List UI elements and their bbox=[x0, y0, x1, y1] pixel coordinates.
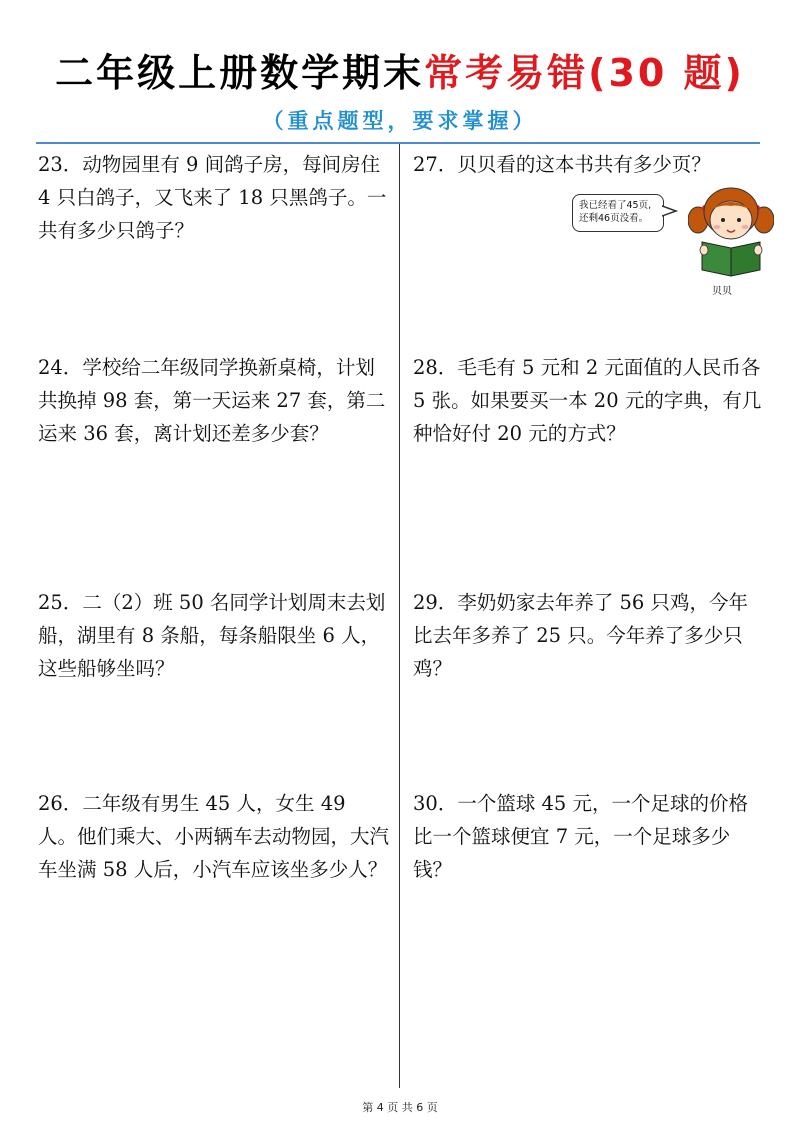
header-divider bbox=[36, 142, 760, 144]
title-highlight: 常考易错(30 题) bbox=[424, 51, 745, 95]
title-main: 二年级上册数学期末 bbox=[55, 51, 425, 95]
question-23: 23．动物园里有 9 间鸽子房，每间房住 4 只白鸽子，又飞来了 18 只黑鸽子。一共有多少只鸽子？ bbox=[38, 153, 387, 242]
page-title bbox=[0, 42, 800, 97]
speech-line-1: 我已经看了45页, bbox=[579, 200, 652, 211]
question-29: 29．李奶奶家去年养了 56 只鸡，今年比去年多养了 25 只。今年养了多少只鸡？ bbox=[413, 591, 749, 680]
page-number: 第 4 页 共 6 页 bbox=[362, 1101, 438, 1114]
question-26: 26．二年级有男生 45 人，女生 49 人。他们乘大、小两辆车去动物园，大汽车坐满 58 人后，小汽车应该坐多少人？ bbox=[38, 792, 390, 881]
page-subtitle: （重点题型，要求掌握） bbox=[262, 109, 538, 133]
question-30: 30．一个篮球 45 元，一个足球的价格比一个篮球便宜 7 元，一个足球多少钱？ bbox=[413, 792, 749, 881]
question-27: 27．贝贝看的这本书共有多少页？ bbox=[413, 153, 711, 176]
question-28: 28．毛毛有 5 元和 2 元面值的人民币各 5 张。如果要买一本 20 元的字典，有几种恰好付 20 元的方式？ bbox=[413, 356, 762, 445]
speech-tail bbox=[662, 204, 678, 218]
character-name: 贝贝 bbox=[712, 286, 732, 297]
speech-bubble bbox=[572, 194, 664, 232]
column-divider bbox=[399, 144, 400, 1088]
question-25: 25．二（2）班 50 名同学计划周末去划船，湖里有 8 条船，每条船限坐 6 人，这些船够坐吗？ bbox=[38, 591, 386, 680]
girl-reading-icon bbox=[688, 180, 774, 280]
speech-line-2: 还剩46页没看。 bbox=[579, 213, 649, 224]
question-24: 24．学校给二年级同学换新桌椅，计划共换掉 98 套，第一天运来 27 套，第二运来 36 套，离计划还差多少套？ bbox=[38, 356, 386, 445]
